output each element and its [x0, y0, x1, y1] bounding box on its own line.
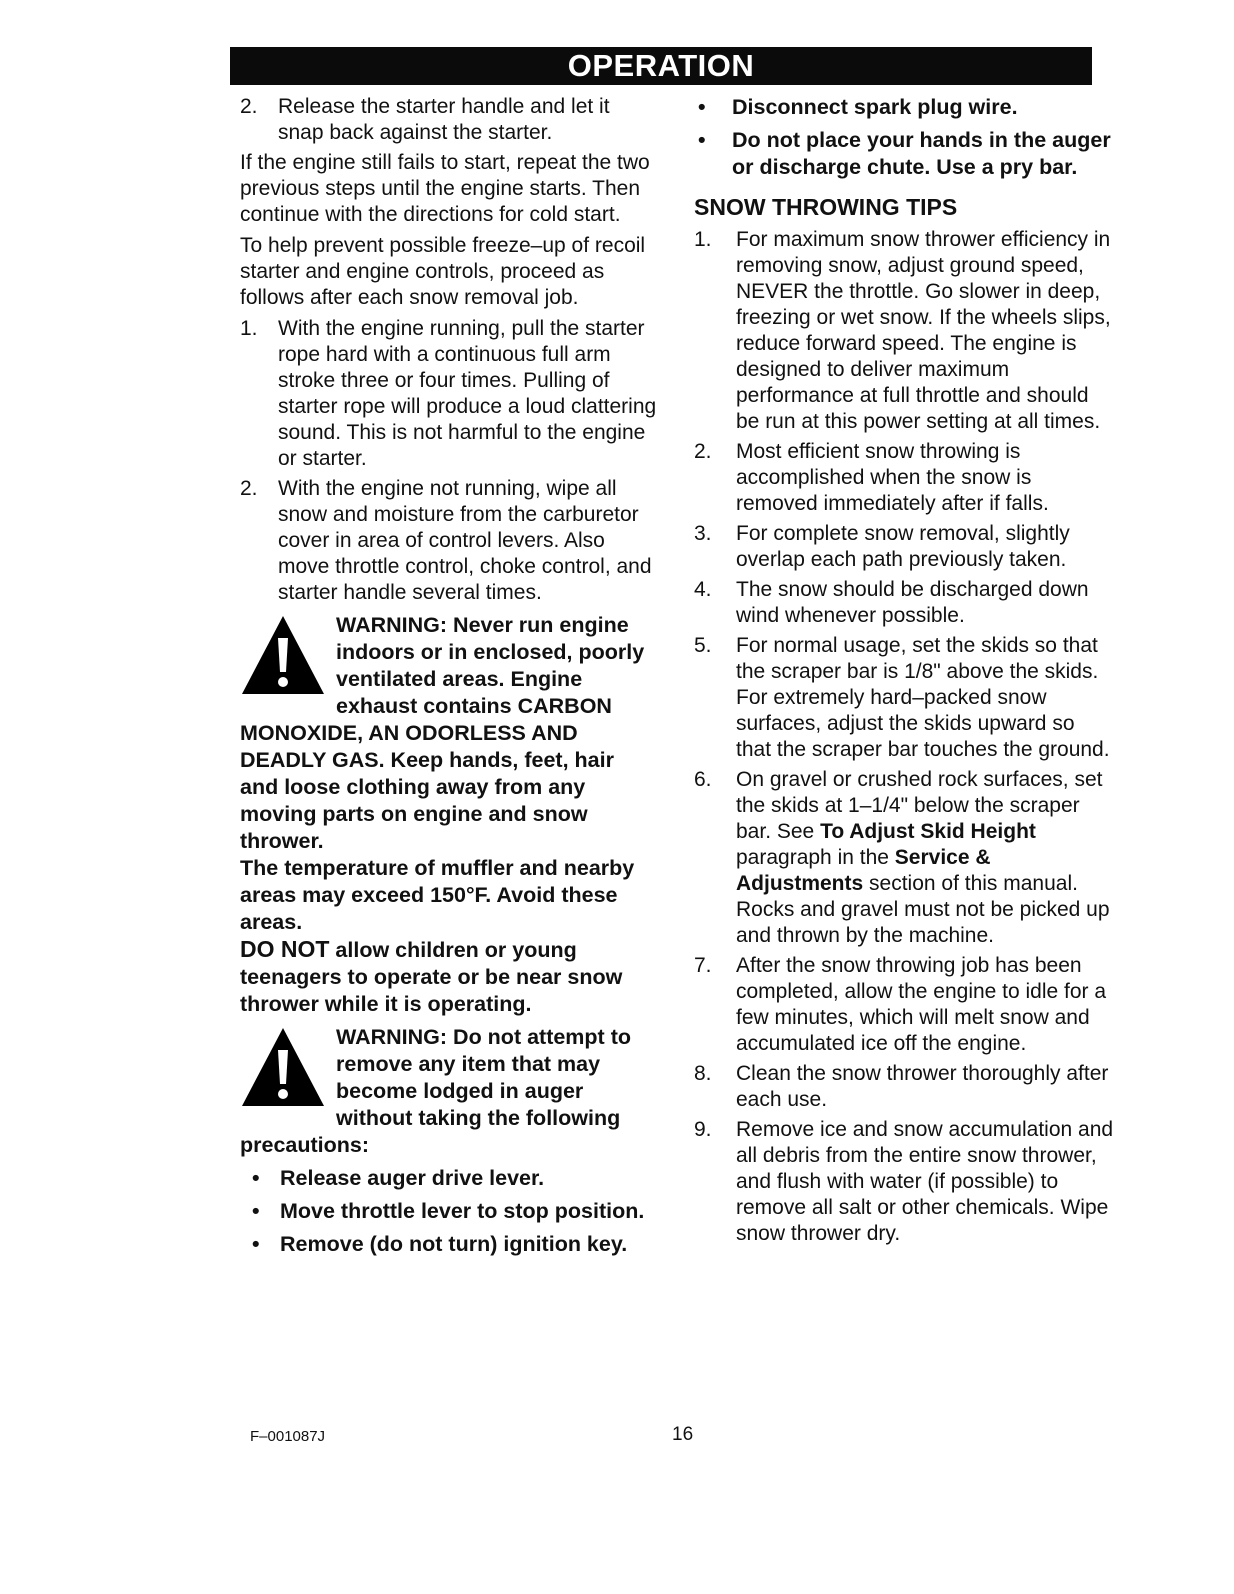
list-item — [694, 521, 1114, 573]
list-item — [694, 1117, 1114, 1247]
warning-text: WARNING: Do not attempt to remove any item that may become lodged in auger without taking the following precautions: — [240, 1025, 631, 1157]
bullet-text: Release auger drive lever. — [280, 1166, 545, 1190]
bullet-icon: • — [698, 95, 706, 119]
tip-number: 1. — [694, 228, 712, 251]
section-header: OPERATION — [230, 47, 1092, 85]
step-text: With the engine running, pull the starter rope hard with a continuous full arm stroke three or four times. Pulling of starter rope will produce a loud clattering sound. This is not harmful to the engine or starter. — [278, 317, 657, 470]
bullet-text: Do not place your hands in the auger or discharge chute. Use a pry bar. — [732, 128, 1111, 179]
tip-text-bold: To Adjust Skid Height — [820, 820, 1036, 843]
list-item — [694, 767, 1114, 949]
right-column — [694, 94, 1114, 1251]
list-item — [694, 127, 1114, 181]
warning-children — [240, 936, 658, 1018]
list-item — [694, 633, 1114, 763]
tip-text — [736, 767, 1114, 949]
warning-children-text: allow children or young teenagers to operate or be near snow thrower while it is operating. — [240, 938, 623, 1016]
warning-block — [240, 612, 658, 1018]
list-item — [694, 94, 1114, 121]
list-item — [240, 94, 658, 146]
warning-triangle-icon — [240, 1026, 326, 1108]
bullet-text: Remove (do not turn) ignition key. — [280, 1232, 628, 1256]
tip-text-bold: Service & Adjustments — [736, 846, 991, 895]
list-item — [694, 439, 1114, 517]
tip-text: For maximum snow thrower efficiency in removing snow, adjust ground speed, NEVER the throttle. Go slower in deep, freezing or wet snow. If the wheels slips, reduce forward speed. The engine is designed to deliver maximum performance at full throttle and should be run at this power setting at all times. — [736, 228, 1111, 433]
do-not-label: DO NOT — [240, 936, 330, 962]
tip-text: For complete snow removal, slightly overlap each path previously taken. — [736, 522, 1070, 571]
list-item — [240, 1165, 658, 1192]
list-item — [694, 1061, 1114, 1113]
paragraph: If the engine still fails to start, repeat the two previous steps until the engine starts. Then continue with the directions for cold start. — [240, 151, 650, 226]
warning-block — [240, 1024, 658, 1159]
list-item — [240, 476, 658, 606]
tip-text: After the snow throwing job has been completed, allow the engine to idle for a few minutes, which will melt snow and accumulated ice off the engine. — [736, 954, 1107, 1055]
tip-number: 9. — [694, 1118, 712, 1141]
list-item — [240, 1231, 658, 1258]
bullet-text: Move throttle lever to stop position. — [280, 1199, 645, 1223]
bullet-icon: • — [252, 1199, 260, 1223]
tip-number: 8. — [694, 1062, 712, 1085]
tip-number: 7. — [694, 954, 712, 977]
bullet-icon: • — [252, 1166, 260, 1190]
tip-text-part: On gravel or crushed rock surfaces, set the skids at 1–1/4" below the scraper bar. See — [736, 768, 1103, 843]
tip-number: 3. — [694, 522, 712, 545]
warning-text: WARNING: Never run engine indoors or in enclosed, poorly ventilated areas. Engine exhaust contains CARBON MONOXIDE, AN ODORLESS AND DEADLY GAS. Keep hands, feet, hair and loose clothing away from any moving parts on engine and snow thrower. — [240, 613, 645, 853]
tip-text: Remove ice and snow accumulation and all debris from the entire snow thrower, and flush with water (if possible) to remove all salt or other chemicals. Wipe snow thrower dry. — [736, 1118, 1114, 1245]
precaution-list-continued — [694, 94, 1114, 181]
section-title: SNOW THROWING TIPS — [694, 194, 958, 220]
step-text: With the engine not running, wipe all snow and moisture from the carburetor cover in area of control levers. Also move throttle control, choke control, and starter handle several times. — [278, 477, 652, 604]
tip-number: 2. — [694, 440, 712, 463]
tip-text-part: paragraph in the — [736, 846, 895, 869]
tip-text: Most efficient snow throwing is accomplished when the snow is removed immediately after if falls. — [736, 440, 1049, 515]
list-item — [694, 953, 1114, 1057]
tip-text: The snow should be discharged down wind whenever possible. — [736, 578, 1089, 627]
warning-temperature: The temperature of muffler and nearby areas may exceed 150°F. Avoid these areas. — [240, 856, 635, 934]
step-text: Release the starter handle and let it snap back against the starter. — [278, 95, 610, 144]
step-number: 1. — [240, 317, 258, 340]
tip-number: 6. — [694, 768, 712, 791]
tip-number: 4. — [694, 578, 712, 601]
precaution-list — [240, 1165, 658, 1258]
bullet-icon: • — [698, 128, 706, 152]
step-number: 2. — [240, 95, 258, 118]
tip-text-part: section of this manual. Rocks and gravel must not be picked up and thrown by the machine. — [736, 872, 1110, 947]
paragraph: To help prevent possible freeze–up of recoil starter and engine controls, proceed as follows after each snow removal job. — [240, 234, 646, 309]
tips-list — [694, 227, 1114, 1247]
tip-text: For normal usage, set the skids so that the scraper bar is 1/8" above the skids. For extremely hard–packed snow surfaces, adjust the skids upward so that the scraper bar touches the ground. — [736, 634, 1110, 761]
warning-triangle-icon — [240, 614, 326, 696]
bullet-icon: • — [252, 1232, 260, 1256]
page-number: 16 — [672, 1424, 694, 1445]
list-item — [694, 577, 1114, 629]
tip-text: Clean the snow thrower thoroughly after each use. — [736, 1062, 1109, 1111]
list-item — [240, 1198, 658, 1225]
tip-number: 5. — [694, 634, 712, 657]
list-item — [694, 227, 1114, 435]
list-item — [240, 316, 658, 472]
left-column — [240, 94, 658, 1264]
bullet-text: Disconnect spark plug wire. — [732, 95, 1018, 119]
document-code: F–001087J — [250, 1428, 326, 1445]
step-number: 2. — [240, 477, 258, 500]
